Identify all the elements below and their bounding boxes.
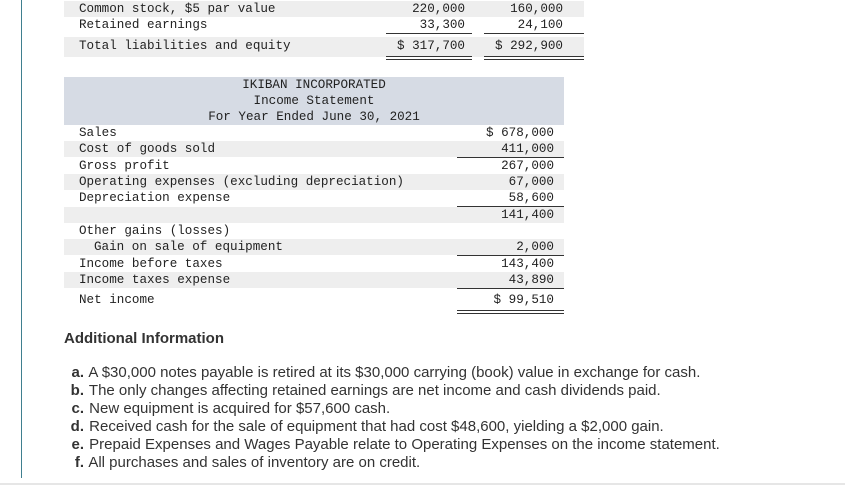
is-label: Income taxes expense	[79, 273, 231, 287]
double-underline	[484, 59, 584, 60]
statement-period: For Year Ended June 30, 2021	[208, 110, 420, 124]
bs-value-current: 33,300	[419, 18, 465, 32]
is-row-operating-expenses	[64, 174, 564, 190]
item-text: Prepaid Expenses and Wages Payable relate to Operating Expenses on the income statement.	[89, 436, 720, 453]
item-letter: f.	[74, 454, 84, 471]
bs-label: Common stock, $5 par value	[79, 2, 276, 16]
item-letter: e.	[71, 436, 84, 453]
info-item-b	[64, 382, 824, 400]
item-letter: d.	[70, 418, 84, 435]
company-name: IKIBAN INCORPORATED	[242, 78, 386, 92]
bs-value-current: $ 317,700	[396, 39, 465, 53]
is-row-other-gains-header	[64, 223, 564, 239]
bs-label: Total liabilities and equity	[79, 39, 291, 53]
bs-row-common-stock	[64, 1, 584, 17]
underline	[457, 288, 564, 289]
is-label: Operating expenses (excluding depreciation)	[79, 175, 404, 189]
is-amount: 143,400	[501, 257, 554, 271]
item-letter: a.	[71, 364, 84, 381]
double-underline	[386, 56, 472, 57]
is-label: Gain on sale of equipment	[94, 240, 283, 254]
is-amount: $ 99,510	[493, 293, 554, 307]
double-underline	[484, 56, 584, 57]
is-amount: 2,000	[516, 240, 554, 254]
income-statement-header	[64, 77, 564, 125]
item-text: Received cash for the sale of equipment that had cost $48,600, yielding a $2,000 gain.	[89, 418, 664, 435]
is-label: Sales	[79, 126, 117, 140]
item-text: All purchases and sales of inventory are on credit.	[88, 454, 421, 471]
item-letter: b.	[70, 382, 84, 399]
underline	[386, 33, 472, 34]
is-row-depreciation	[64, 190, 564, 206]
info-item-c	[64, 400, 824, 418]
item-letter: c.	[71, 400, 84, 417]
item-text: New equipment is acquired for $57,600 cash.	[89, 400, 391, 417]
double-underline	[386, 59, 472, 60]
is-row-gross-profit	[64, 158, 564, 174]
is-row-sales	[64, 125, 564, 141]
double-underline	[457, 313, 564, 314]
info-item-a	[64, 364, 824, 382]
bs-value-prior: $ 292,900	[494, 39, 563, 53]
is-row-gain-on-sale	[64, 239, 564, 255]
is-label: Gross profit	[79, 159, 170, 173]
item-text: A $30,000 notes payable is retired at its $30,000 carrying (book) value in exchange for cash.	[88, 364, 701, 381]
is-label: Other gains (losses)	[79, 224, 231, 238]
is-row-income-before-taxes	[64, 256, 564, 272]
bs-row-retained-earnings	[64, 17, 584, 33]
is-amount: 43,890	[508, 273, 554, 287]
is-amount: 58,600	[508, 191, 554, 205]
is-amount: 267,000	[501, 159, 554, 173]
left-border-line	[21, 0, 22, 478]
bottom-divider	[0, 483, 845, 485]
is-row-income-taxes	[64, 272, 564, 288]
underline	[484, 33, 584, 34]
info-item-d	[64, 418, 824, 436]
statement-title: Income Statement	[253, 94, 375, 108]
is-amount: 141,400	[501, 208, 554, 222]
is-amount: 411,000	[501, 142, 554, 156]
additional-information-title: Additional Information	[64, 330, 224, 347]
item-text: The only changes affecting retained earnings are net income and cash dividends paid.	[88, 382, 661, 399]
is-amount: $ 678,000	[485, 126, 554, 140]
is-label: Income before taxes	[79, 257, 223, 271]
bs-value-current: 220,000	[412, 2, 465, 16]
is-row-net-income	[64, 290, 564, 312]
is-row-cogs	[64, 141, 564, 157]
additional-information	[64, 330, 824, 472]
is-row-total-expenses	[64, 207, 564, 223]
is-label: Net income	[79, 293, 155, 307]
bs-value-prior: 24,100	[517, 18, 563, 32]
bs-label: Retained earnings	[79, 18, 208, 32]
bs-row-total	[64, 37, 584, 57]
is-amount: 67,000	[508, 175, 554, 189]
bs-value-prior: 160,000	[510, 2, 563, 16]
is-label: Cost of goods sold	[79, 142, 216, 156]
is-label: Depreciation expense	[79, 191, 231, 205]
info-item-e	[64, 436, 824, 454]
double-underline	[457, 310, 564, 311]
info-item-f	[64, 454, 824, 472]
